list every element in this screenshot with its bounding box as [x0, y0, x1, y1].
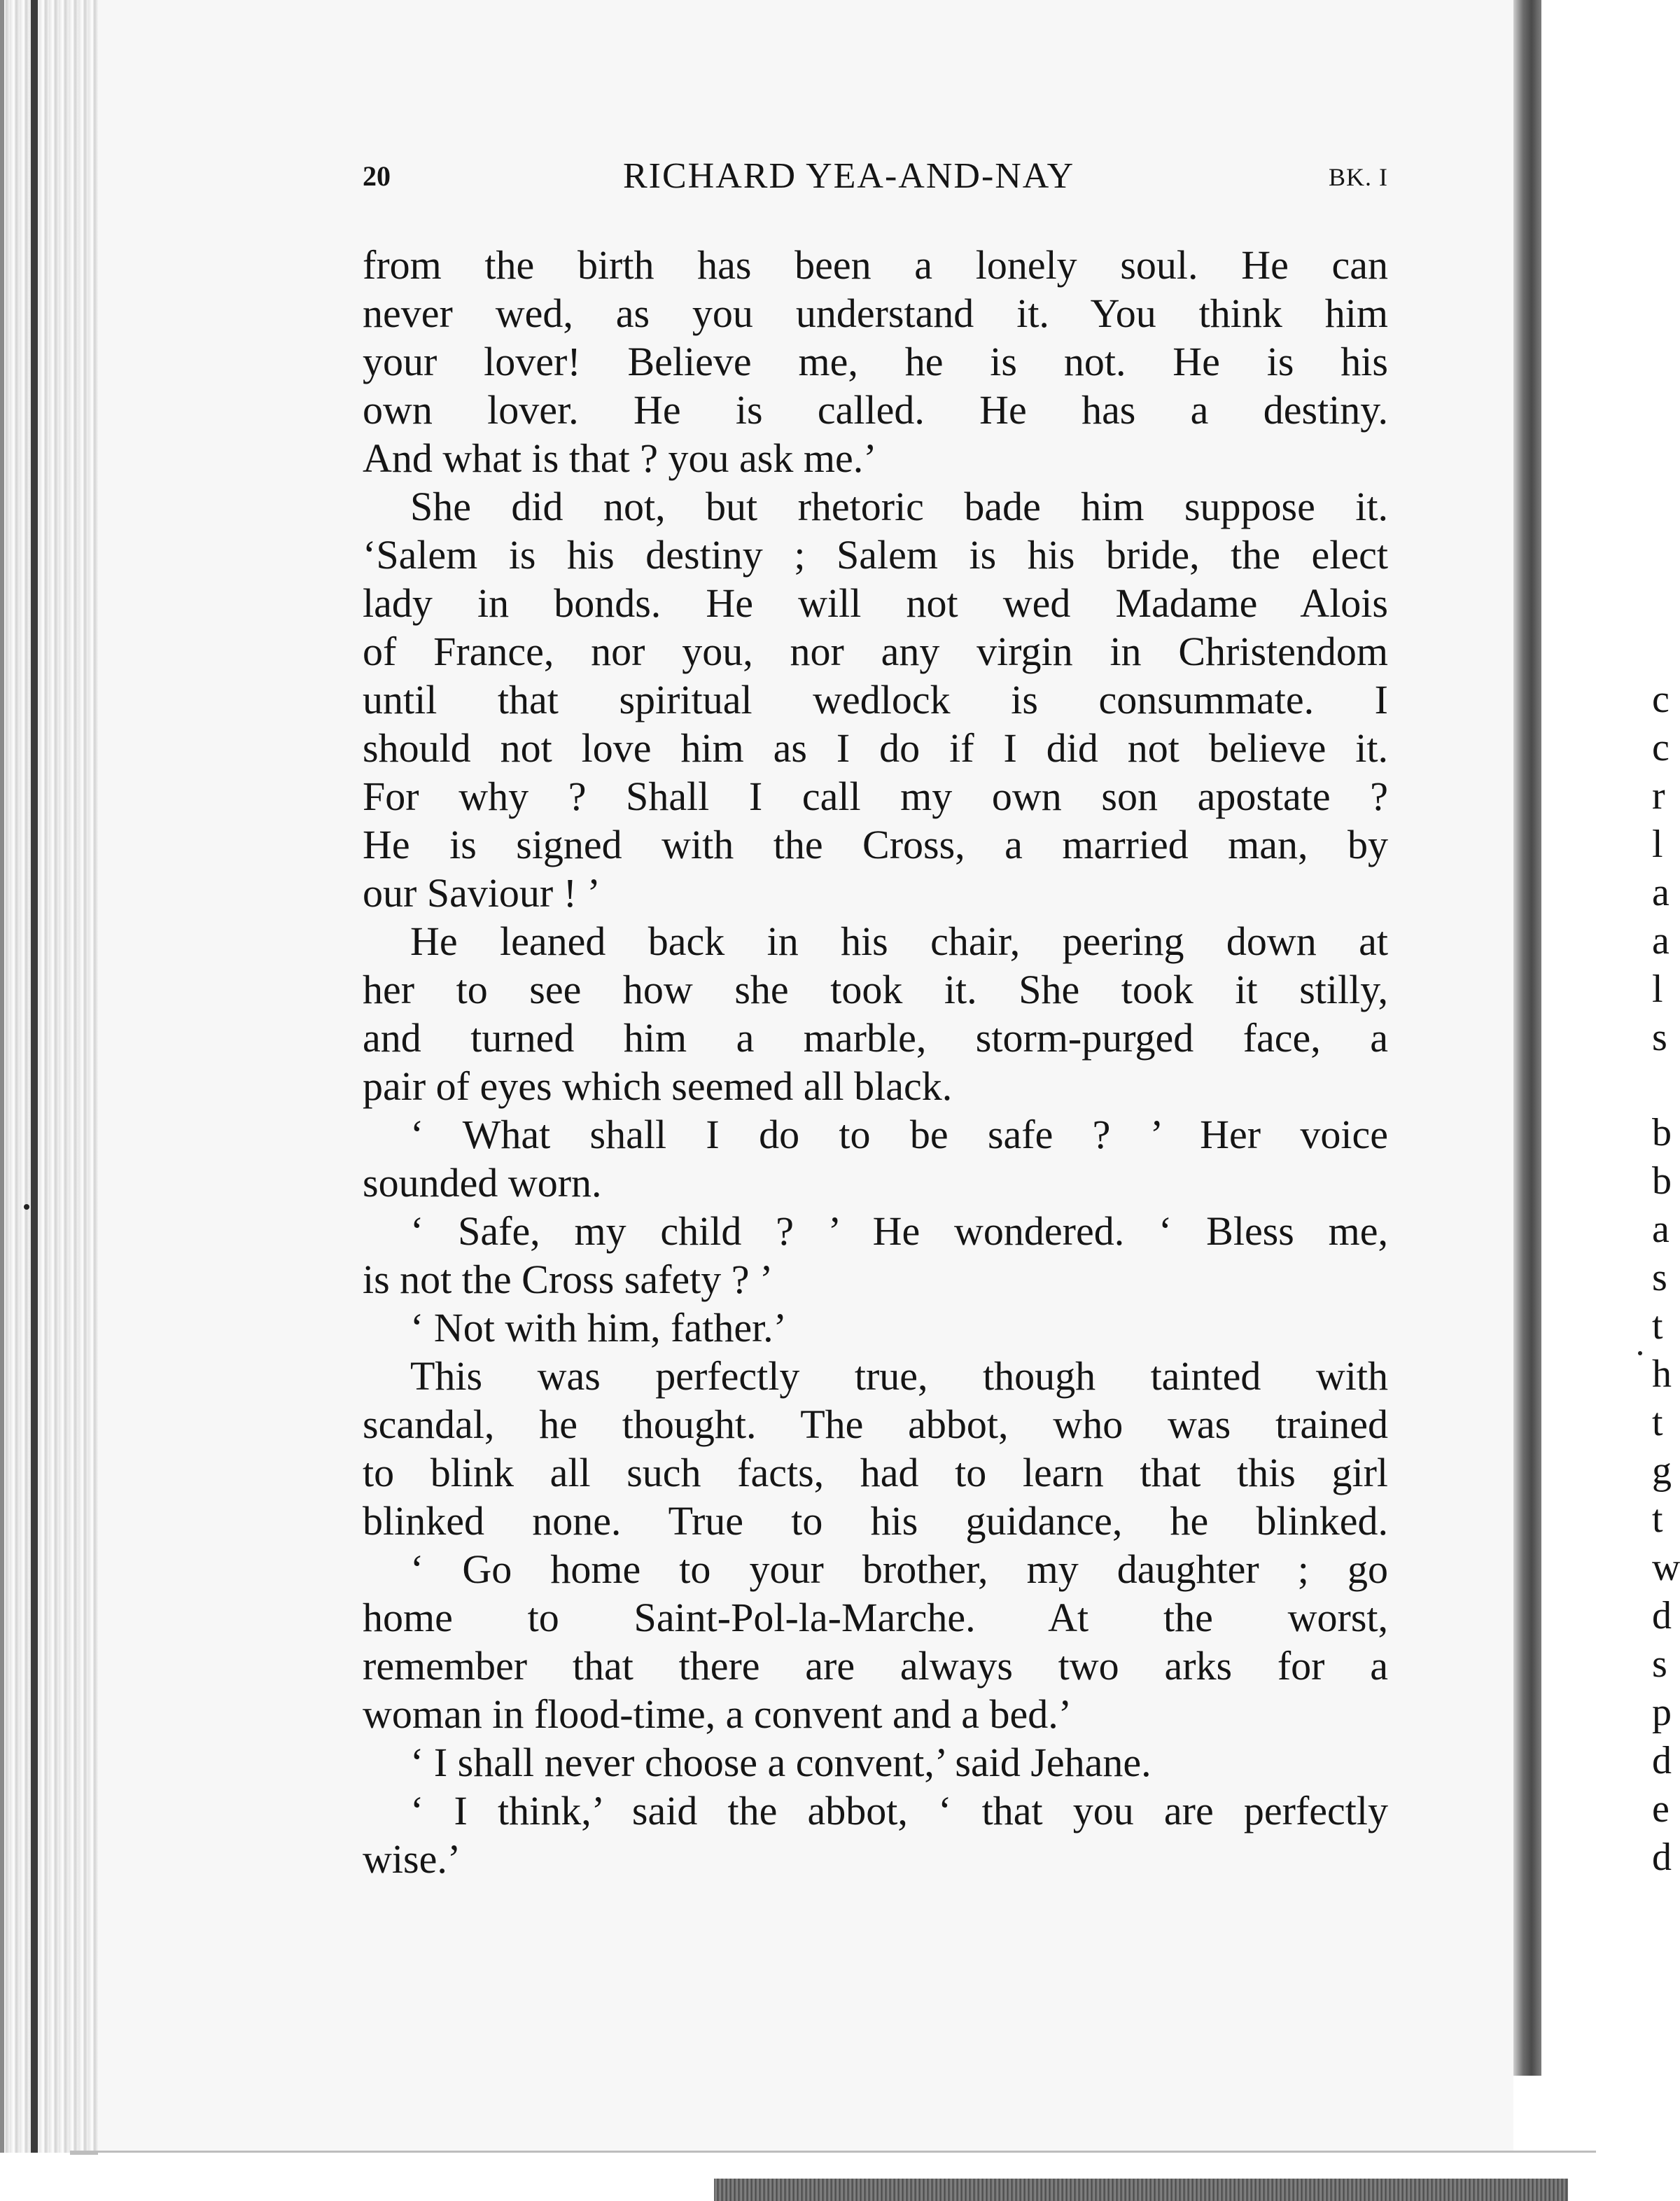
- facing-fragment: b: [1652, 1159, 1672, 1203]
- paragraph-start: ‘ What shall I do to be safe ? ’ Her voice: [410, 1112, 1388, 1157]
- text-line: sounded worn.: [363, 1160, 602, 1206]
- paragraph-start: ‘ Safe, my child ? ’ He wondered. ‘ Bless me,: [410, 1208, 1388, 1254]
- text-line: blinked none. True to his guidance, he blinked.: [363, 1498, 1388, 1544]
- facing-fragment: a: [1652, 871, 1670, 914]
- text-line: For why ? Shall I call my own son apostate ?: [363, 774, 1388, 819]
- text-line: to blink all such facts, had to learn that this girl: [363, 1450, 1388, 1495]
- facing-fragment: d: [1652, 1594, 1672, 1637]
- text-line: until that spiritual wedlock is consummate. I: [363, 677, 1388, 722]
- text-line: wise.’: [363, 1836, 461, 1882]
- facing-fragment: a: [1652, 919, 1670, 963]
- page-edge-outer: [0, 0, 4, 2153]
- facing-fragment: d: [1652, 1836, 1672, 1879]
- facing-fragment: c: [1652, 726, 1670, 769]
- facing-fragment: s: [1652, 1642, 1667, 1686]
- paragraph-start: ‘ I think,’ said the abbot, ‘ that you are perfectly: [410, 1788, 1388, 1833]
- binding-strip: [714, 2179, 1568, 2201]
- running-title: RICHARD YEA-AND-NAY: [623, 156, 1075, 196]
- facing-fragment: g: [1652, 1449, 1672, 1493]
- text-line: our Saviour ! ’: [363, 870, 601, 916]
- text-line: And what is that ? you ask me.’: [363, 435, 877, 481]
- text-line: ‘Salem is his destiny ; Salem is his bride, the elect: [363, 532, 1388, 578]
- text-line: own lover. He is called. He has a destiny.: [363, 387, 1388, 433]
- text-line: woman in flood-time, a convent and a bed.’: [363, 1691, 1072, 1737]
- running-head: [363, 156, 1388, 202]
- scan-speck: [24, 1204, 29, 1210]
- book-marker: BK. I: [1329, 163, 1388, 191]
- page-number: 20: [363, 160, 391, 192]
- facing-fragment: e: [1652, 1787, 1670, 1831]
- body-text: [363, 241, 1388, 1883]
- text-line: remember that there are always two arks for a: [363, 1643, 1388, 1689]
- facing-fragment: h: [1652, 1353, 1672, 1396]
- facing-fragment: b: [1652, 1111, 1672, 1154]
- text-line: from the birth has been a lonely soul. He can: [363, 242, 1388, 288]
- text-line: should not love him as I do if I did not believe it.: [363, 725, 1388, 771]
- text-line: home to Saint-Pol-la-Marche. At the worst,: [363, 1595, 1388, 1640]
- text-line: your lover! Believe me, he is not. He is his: [363, 339, 1388, 384]
- facing-fragment: p: [1652, 1691, 1672, 1734]
- facing-fragment: t: [1652, 1497, 1663, 1541]
- text-line: scandal, he thought. The abbot, who was trained: [363, 1402, 1388, 1447]
- facing-fragment: l: [1652, 823, 1663, 866]
- paragraph-start: She did not, but rhetoric bade him suppose it.: [410, 484, 1388, 529]
- scan-speck: [1638, 1351, 1642, 1355]
- text-line: her to see how she took it. She took it stilly,: [363, 967, 1388, 1012]
- paragraph-start: ‘ Not with him, father.’: [410, 1305, 788, 1350]
- text-line: lady in bonds. He will not wed Madame Alois: [363, 580, 1388, 626]
- facing-fragment: w: [1652, 1546, 1680, 1589]
- facing-fragment: r: [1652, 774, 1665, 818]
- facing-fragment: s: [1652, 1256, 1667, 1299]
- facing-fragment: t: [1652, 1304, 1663, 1348]
- text-line: is not the Cross safety ? ’: [363, 1257, 774, 1302]
- text-line: and turned him a marble, storm-purged face, a: [363, 1015, 1388, 1061]
- paragraph-start: ‘ Go home to your brother, my daughter ; go: [410, 1546, 1388, 1592]
- text-line: of France, nor you, nor any virgin in Christendom: [363, 629, 1388, 674]
- facing-fragment: c: [1652, 678, 1670, 721]
- text-line: pair of eyes which seemed all black.: [363, 1063, 953, 1109]
- facing-fragment: s: [1652, 1016, 1667, 1059]
- facing-fragment: d: [1652, 1739, 1672, 1782]
- facing-fragment: l: [1652, 967, 1663, 1011]
- text-line: never wed, as you understand it. You think him: [363, 291, 1388, 336]
- page-edges: [0, 0, 98, 2153]
- page-edge-line: [31, 0, 38, 2153]
- paragraph-start: This was perfectly true, though tainted with: [410, 1353, 1388, 1399]
- paragraph-start: ‘ I shall never choose a convent,’ said Jehane.: [410, 1740, 1152, 1785]
- gutter-shadow: [1513, 0, 1541, 2076]
- text-line: He is signed with the Cross, a married man, by: [363, 822, 1388, 867]
- paragraph-start: He leaned back in his chair, peering down at: [410, 918, 1388, 964]
- facing-fragment: a: [1652, 1208, 1670, 1251]
- facing-fragment: t: [1652, 1401, 1663, 1444]
